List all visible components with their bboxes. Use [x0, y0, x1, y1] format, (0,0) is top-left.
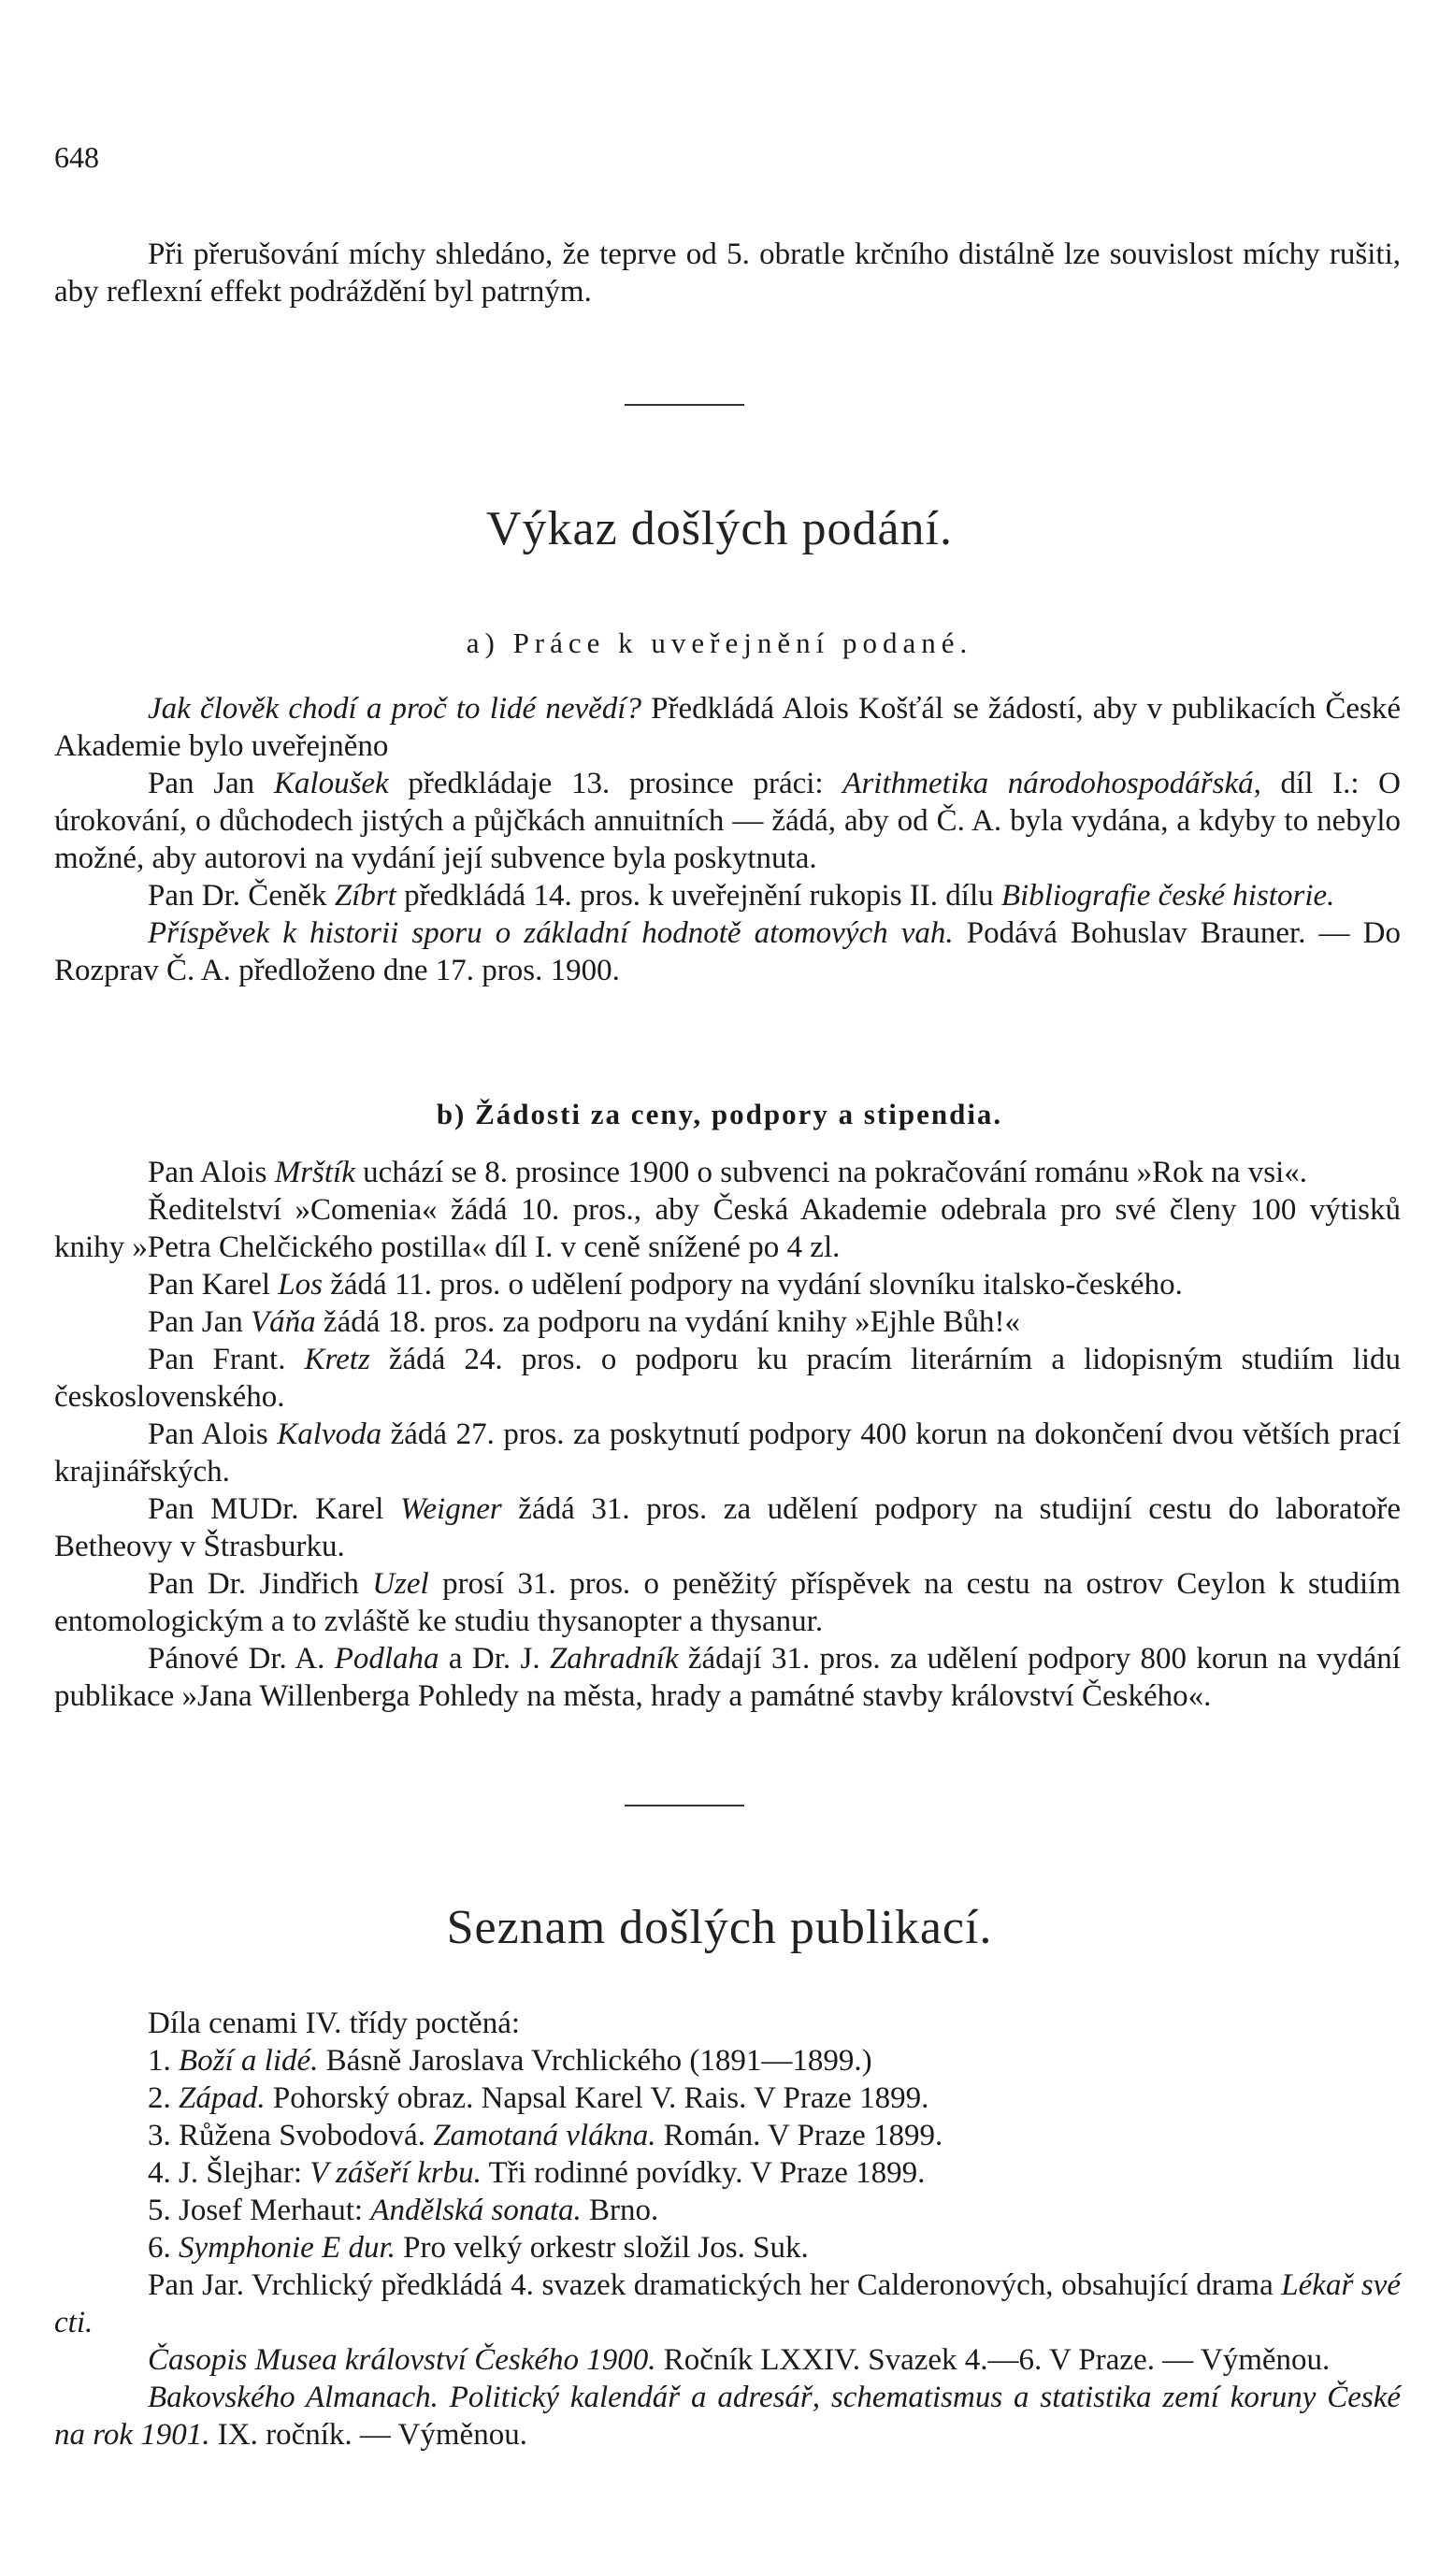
work-title: Příspěvek k historii sporu o základní hodnotě atomových vah. — [148, 916, 954, 950]
publications-list — [54, 2005, 1401, 2454]
person-name: Uzel — [372, 1567, 429, 1601]
publication-text: Pan Jar. Vrchlický předkládá 4. svazek dramatických her Calderonových, obsahující drama — [148, 2268, 1282, 2302]
work-title: Jak člověk chodí a proč to lidé nevědí? — [148, 692, 641, 726]
person-name: Los — [278, 1268, 323, 1302]
request-text: prosí 31. pros. o peněžitý příspěvek na cestu na ostrov Ceylon k studiím entomologickým a to zvláště ke studiu thysanopter a thysanur. — [54, 1567, 1401, 1638]
person-name: Váňa — [251, 1305, 316, 1339]
submission-item — [54, 877, 1401, 914]
publication-text: Pro velký orkestr složil Jos. Suk. — [395, 2231, 809, 2265]
publication-text: Brno. — [581, 2194, 659, 2227]
publication-item — [54, 2154, 1401, 2192]
request-item — [54, 1416, 1401, 1490]
request-item — [54, 1303, 1401, 1341]
publication-text: Ročník LXXIV. Svazek 4.—6. V Praze. — Výměnou. — [655, 2343, 1331, 2377]
person-name: Kalvoda — [277, 1418, 382, 1451]
request-text: žádá 31. pros. za udělení podpory na studijní cestu do laboratoře Betheovy v Štrasburku. — [54, 1492, 1401, 1563]
page-number: 648 — [54, 140, 99, 174]
request-item — [54, 1640, 1401, 1715]
section-title-submissions: Výkaz došlých podání. — [485, 502, 953, 555]
divider-rule — [625, 1805, 744, 1806]
subsection-a-heading: a) Práce k uveřejnění podané. — [466, 626, 973, 659]
request-item — [54, 1154, 1401, 1191]
request-text: uchází se 8. prosince 1900 o subvenci na pokračování románu »Rok na vsi«. — [354, 1156, 1308, 1189]
submissions-list — [54, 690, 1401, 989]
request-text: žádají 31. pros. za udělení podpory 800 korun na vydání publikace »Jana Willenberga Pohledy na města, hrady a památné stavby království Českého«. — [54, 1642, 1401, 1713]
publication-item — [54, 2042, 1401, 2080]
request-text: Pan MUDr. Karel — [148, 1492, 400, 1526]
work-title: Boží a lidé. — [179, 2044, 319, 2078]
publication-item — [54, 2117, 1401, 2154]
publication-text: Pohorský obraz. Napsal Karel V. Rais. V Praze 1899. — [265, 2081, 929, 2115]
request-item: Ředitelství »Comenia« žádá 10. pros., aby Česká Akademie odebrala pro své členy 100 výtisků knihy »Petra Chelčického postilla« díl I. v ceně snížené po 4 zl. — [54, 1193, 1401, 1264]
publication-text: Román. V Praze 1899. — [655, 2119, 943, 2152]
work-title: Arithmetika národohospodářská — [842, 767, 1254, 800]
author-name: Zíbrt — [334, 879, 396, 913]
submission-text: předkládaje 13. prosince práci: — [388, 767, 843, 800]
request-text: Pan Alois — [148, 1156, 275, 1189]
publication-text: Růžena Svobodová. — [179, 2119, 434, 2152]
work-title: Zamotaná vlákna. — [433, 2119, 656, 2152]
person-name: Kretz — [304, 1343, 370, 1376]
submission-text: předkládá 14. pros. k uveřejnění rukopis II. dílu — [396, 879, 1001, 913]
submission-item — [54, 914, 1401, 989]
publication-text: Básně Jaroslava Vrchlického (1891—1899.) — [318, 2044, 872, 2078]
work-title: Západ. — [179, 2081, 266, 2115]
request-text: Pánové Dr. A. — [148, 1642, 335, 1676]
person-name: Mrštík — [274, 1156, 355, 1189]
work-title: Bibliografie české historie. — [1000, 879, 1335, 913]
person-name: Zahradník — [549, 1642, 679, 1676]
publication-text: Tři rodinné povídky. V Praze 1899. — [481, 2156, 926, 2190]
request-text: Pan Alois — [148, 1418, 278, 1451]
request-text: Pan Dr. Jindřich — [148, 1567, 373, 1601]
publication-item — [54, 2379, 1401, 2454]
author-name: Kaloušek — [273, 767, 389, 800]
publications-intro: Díla cenami IV. třídy poctěná: — [148, 2007, 521, 2040]
submission-item — [54, 765, 1401, 877]
item-number: 5. — [148, 2194, 171, 2227]
intro-paragraph — [54, 236, 1401, 310]
submission-text: Pan Jan — [148, 767, 274, 800]
subsection-b-heading: b) Žádosti za ceny, podpory a stipendia. — [436, 1098, 1003, 1130]
section-title-publications: Seznam došlých publikací. — [446, 1901, 993, 1954]
item-number: 2. — [148, 2081, 171, 2115]
submission-item — [54, 690, 1401, 765]
divider-rule — [625, 404, 744, 406]
publication-item — [54, 2341, 1401, 2379]
intro-text: Při přerušování míchy shledáno, že teprve od 5. obratle krčního distálně lze souvislost míchy rušiti, aby reflexní effekt podráždění byl patrným. — [54, 237, 1401, 309]
publication-text: Josef Merhaut: — [179, 2194, 371, 2227]
publication-item — [54, 2229, 1401, 2267]
work-title: Andělská sonata. — [370, 2194, 582, 2227]
request-text: žádá 24. pros. o podporu ku pracím literárním a lidopisným studiím lidu československého. — [54, 1343, 1401, 1414]
request-text: a Dr. J. — [439, 1642, 550, 1676]
publication-text: J. Šlejhar: — [179, 2156, 310, 2190]
request-text: žádá 18. pros. za podporu na vydání knihy »Ejhle Bůh!« — [315, 1305, 1020, 1339]
publication-text: IX. ročník. — Výměnou. — [209, 2418, 527, 2452]
submission-text: , díl I.: O úrokování, o důchodech jistých a půjčkách annuitních — žádá, aby od Č. A. byla vydána, a kdyby to nebylo možné, aby autorovi na vydání její subvence byla poskytnuta. — [54, 767, 1402, 875]
request-item — [54, 1341, 1401, 1416]
requests-list — [54, 1154, 1401, 1715]
work-title: Lékař své cti. — [54, 2268, 1401, 2339]
request-text: Pan Jan — [148, 1305, 251, 1339]
item-number: 6. — [148, 2231, 171, 2265]
work-title: Symphonie E dur. — [179, 2231, 396, 2265]
publication-item — [54, 2080, 1401, 2117]
publication-item — [54, 2267, 1401, 2341]
item-number: 1. — [148, 2044, 171, 2078]
request-item — [54, 1490, 1401, 1565]
work-title: Časopis Musea království Českého 1900. — [148, 2343, 656, 2377]
request-item — [54, 1266, 1401, 1303]
item-number: 3. — [148, 2119, 171, 2152]
publication-item — [54, 2192, 1401, 2229]
person-name: Podlaha — [334, 1642, 439, 1676]
request-text: žádá 11. pros. o udělení podpory na vydání slovníku italsko-českého. — [323, 1268, 1183, 1302]
item-number: 4. — [148, 2156, 171, 2190]
work-title: V zášeří krbu. — [309, 2156, 482, 2190]
request-text: Pan Frant. — [148, 1343, 305, 1376]
person-name: Weigner — [399, 1492, 502, 1526]
request-text: Pan Karel — [148, 1268, 279, 1302]
request-text: žádá 27. pros. za poskytnutí podpory 400 korun na dokončení dvou větších prací krajinářských. — [54, 1418, 1401, 1489]
request-item — [54, 1565, 1401, 1640]
submission-text: Podává Bohuslav Brauner. — Do Rozprav Č. A. předloženo dne 17. pros. 1900. — [54, 916, 1401, 987]
submission-text: Předkládá Alois Košťál se žádostí, aby v publikacích České Akademie bylo uveřejněno — [54, 692, 1401, 763]
work-title: Bakovského Almanach. Politický kalendář a adresář, schematismus a statistika zemí koruny České na rok 1901. — [54, 2381, 1401, 2452]
submission-text: Pan Dr. Čeněk — [148, 879, 335, 913]
